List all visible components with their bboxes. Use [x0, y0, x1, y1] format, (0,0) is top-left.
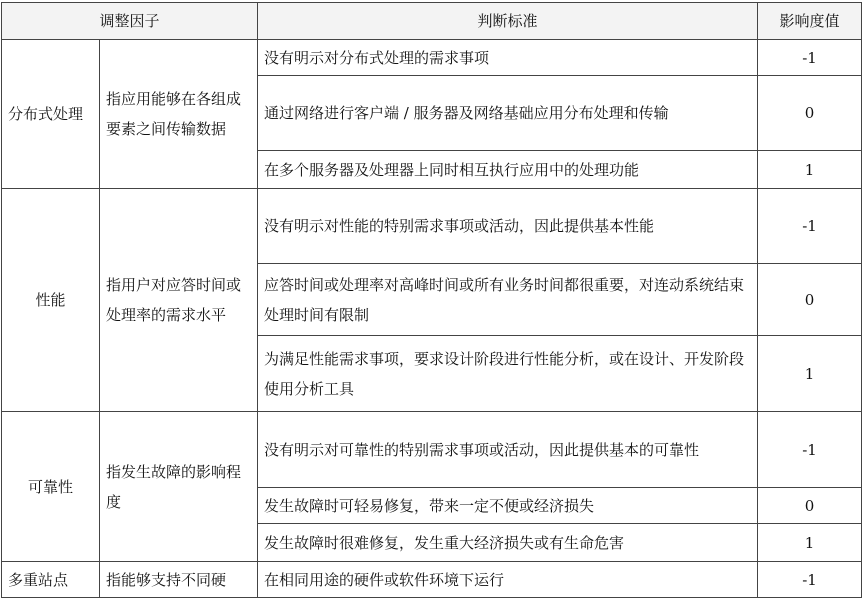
description-cell: 指能够支持不同硬 [100, 562, 258, 598]
criteria-cell: 没有明示对可靠性的特别需求事项或活动，因此提供基本的可靠性 [258, 412, 758, 488]
description-cell: 指应用能够在各组成要素之间传输数据 [100, 40, 258, 189]
criteria-cell: 为满足性能需求事项，要求设计阶段进行性能分析，或在设计、开发阶段使用分析工具 [258, 336, 758, 412]
header-criteria: 判断标准 [258, 3, 758, 40]
value-cell: -1 [758, 412, 862, 488]
factor-cell: 可靠性 [2, 412, 100, 562]
criteria-cell: 在相同用途的硬件或软件环境下运行 [258, 562, 758, 598]
adjustment-factor-table [1, 2, 862, 598]
value-cell: -1 [758, 40, 862, 76]
header-row [2, 3, 862, 40]
value-cell: 0 [758, 76, 862, 151]
criteria-cell: 通过网络进行客户端 / 服务器及网络基础应用分布处理和传输 [258, 76, 758, 151]
description-cell: 指发生故障的影响程度 [100, 412, 258, 562]
value-cell: 1 [758, 151, 862, 189]
value-cell: 0 [758, 488, 862, 524]
criteria-cell: 没有明示对性能的特别需求事项或活动，因此提供基本性能 [258, 189, 758, 264]
criteria-cell: 在多个服务器及处理器上同时相互执行应用中的处理功能 [258, 151, 758, 189]
criteria-cell: 应答时间或处理率对高峰时间或所有业务时间都很重要，对连动系统结束处理时间有限制 [258, 264, 758, 336]
table-row [2, 189, 862, 264]
header-factor: 调整因子 [2, 3, 258, 40]
factor-cell: 性能 [2, 189, 100, 412]
value-cell: -1 [758, 189, 862, 264]
value-cell: 0 [758, 264, 862, 336]
table-row [2, 412, 862, 488]
description-cell: 指用户对应答时间或处理率的需求水平 [100, 189, 258, 412]
value-cell: 1 [758, 336, 862, 412]
criteria-cell: 发生故障时可轻易修复，带来一定不便或经济损失 [258, 488, 758, 524]
criteria-cell: 没有明示对分布式处理的需求事项 [258, 40, 758, 76]
value-cell: 1 [758, 524, 862, 562]
factor-cell: 分布式处理 [2, 40, 100, 189]
criteria-cell: 发生故障时很难修复，发生重大经济损失或有生命危害 [258, 524, 758, 562]
value-cell: -1 [758, 562, 862, 598]
header-value: 影响度值 [758, 3, 862, 40]
factor-cell: 多重站点 [2, 562, 100, 598]
table-row [2, 40, 862, 76]
table-row [2, 562, 862, 598]
